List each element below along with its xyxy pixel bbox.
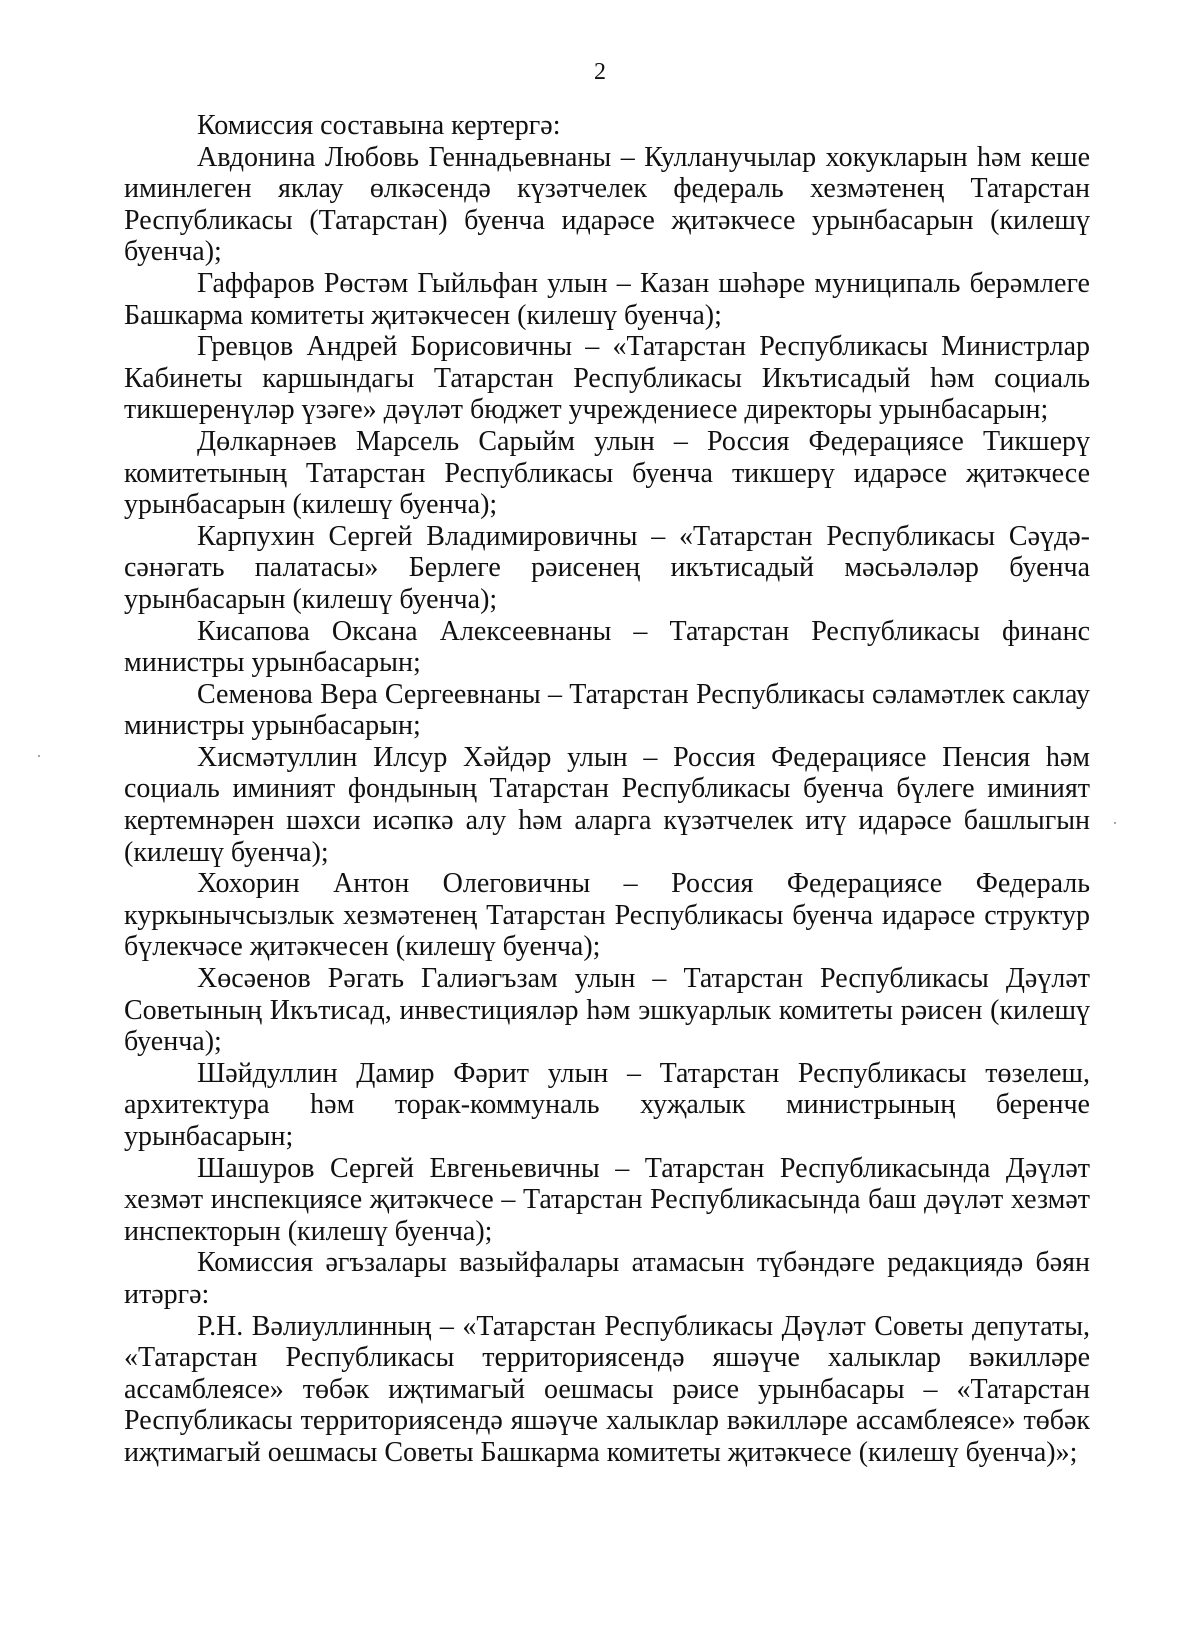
- scan-speck: [1114, 822, 1116, 824]
- paragraph-member-khosaenov: Хөсәенов Рәгать Галиәгъзам улын – Татарстан Республикасы Дәүләт Советының Икътисад, инвестицияләр һәм эшкуарлык комитеты рәисен (килешү буенча);: [124, 963, 1090, 1058]
- paragraph-member-gaffarov: Гаффаров Рөстәм Гыйльфан улын – Казан шәһәре муниципаль берәмлеге Башкарма комитеты җитәкчесен (килешү буенча);: [124, 267, 1090, 331]
- paragraph-position-titles-intro: Комиссия әгъзалары вазыйфалары атамасын түбәндәге редакциядә бәян итәргә:: [124, 1247, 1090, 1310]
- paragraph-member-shaidullin: Шәйдуллин Дамир Фәрит улын – Татарстан Республикасы төзелеш, архитектура һәм торак-коммуналь хуҗалык министрының беренче урынбасарын;: [124, 1057, 1090, 1152]
- paragraph-member-avdonina: Авдонина Любовь Геннадьевнаны – Кулланучылар хокукларын һәм кеше иминлеген яклау өлкәсендә күзәтчелек федераль хезмәтенең Татарстан Республикасы (Татарстан) буенча идарәсе җитәкчесе урынбасарын (килешү буенча);: [124, 141, 1090, 268]
- document-body: [124, 110, 1090, 1469]
- scan-speck: [38, 755, 40, 757]
- paragraph-member-karpukhin: Карпухин Сергей Владимировичны – «Татарстан Республикасы Сәүдә-сәнәгать палатасы» Берлеге рәисенең икътисадый мәсьәләләр буенча урынбасарын (килешү буенча);: [124, 520, 1090, 615]
- paragraph-member-semenova: Семенова Вера Сергеевнаны – Татарстан Республикасы сәламәтлек саклау министры урынбасарын;: [124, 678, 1090, 742]
- paragraph-member-khokhorin: Хохорин Антон Олеговичны – Россия Федерациясе Федераль куркынычсызлык хезмәтенең Татарстан Республикасы буенча идарәсе структур бүлекчәсе җитәкчесен (килешү буенча);: [124, 868, 1090, 963]
- paragraph-member-dolkarnaev: Дөлкарнәев Марсель Сарыйм улын – Россия Федерациясе Тикшерү комитетының Татарстан Республикасы буенча тикшерү идарәсе җитәкчесе урынбасарын (килешү буенча);: [124, 425, 1090, 521]
- paragraph-commission-add-intro: Комиссия составына кертергә:: [197, 110, 561, 141]
- paragraph-member-grevtsov: Гревцов Андрей Борисовичны – «Татарстан Республикасы Министрлар Кабинеты каршындагы Татарстан Республикасы Икътисадый һәм социаль тикшеренүләр үзәге» дәүләт бюджет учреждениесе директоры урынбасарын;: [124, 331, 1090, 426]
- paragraph-member-kisapova: Кисапова Оксана Алексеевнаны – Татарстан Республикасы финанс министры урынбасарын;: [124, 615, 1090, 679]
- paragraph-member-valiullin: Р.Н. Вәлиуллинның – «Татарстан Республикасы Дәүләт Советы депутаты, «Татарстан Республикасы территориясендә яшәүче халыклар вәкилләре ассамблеясе» төбәк иҗтимагый оешмасы рәисе урынбасары – «Татарстан Республикасы территориясендә яшәүче халыклар вәкилләре ассамблеясе» төбәк иҗтимагый оешмасы Советы Башкарма комитеты җитәкчесе (килешү буенча)»;: [124, 1310, 1090, 1468]
- paragraph-member-khismatullin: Хисмәтуллин Илсур Хәйдәр улын – Россия Федерациясе Пенсия һәм социаль иминият фондының Татарстан Республикасы буенча бүлеге иминият кертемнәрен шәхси исәпкә алу һәм аларга күзәтчелек итү идарәсе башлыгын (килешү буенча);: [124, 741, 1090, 868]
- paragraph-member-shashurov: Шашуров Сергей Евгеньевичны – Татарстан Республикасында Дәүләт хезмәт инспекциясе җитәкчесе – Татарстан Республикасында баш дәүләт хезмәт инспекторын (килешү буенча);: [124, 1152, 1090, 1247]
- page-number: 2: [594, 59, 606, 85]
